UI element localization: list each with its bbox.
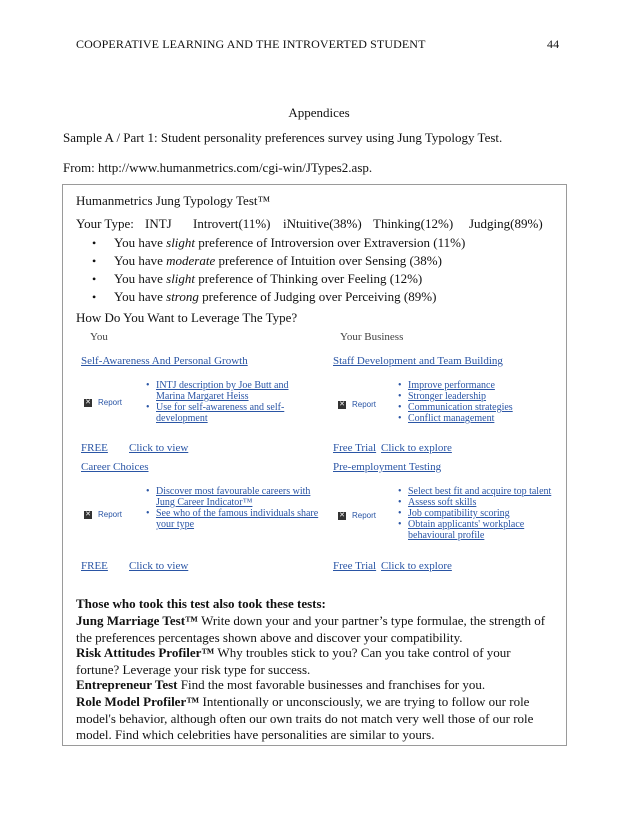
report-label: Report bbox=[352, 400, 377, 409]
self-awareness-links bbox=[146, 380, 306, 424]
test-jung-marriage: Jung Marriage Test™ Write down your and your partner’s type formulae, the strength of the preferences percentages shown above and discover your compatibility. bbox=[76, 613, 546, 645]
col-business-heading: Your Business bbox=[340, 331, 404, 343]
test-role-model: Role Model Profiler™ Intentionally or unconsciously, we are trying to follow our role model's behavior, although often our own traits do not match very well those of our role model. Find which celebrities have personalities are similar to yours. bbox=[76, 694, 534, 742]
career-links bbox=[146, 486, 331, 530]
list-item[interactable]: • INTJ description by Joe Butt and Marina Margaret Heiss bbox=[146, 380, 306, 402]
report-icon: ✕ bbox=[85, 510, 91, 518]
score-judging: Judging(89%) bbox=[469, 216, 543, 231]
list-item[interactable]: • Assess soft skills bbox=[398, 497, 563, 508]
list-item: • You have moderate preference of Intuition over Sensing (38%) bbox=[92, 253, 442, 268]
list-item[interactable]: • Obtain applicants' workplace behavioural profile bbox=[398, 519, 563, 541]
score-introvert: Introvert(11%) bbox=[193, 216, 271, 231]
click-to-view-link[interactable]: Click to view bbox=[129, 442, 189, 454]
sample-caption: Sample A / Part 1: Student personality preferences survey using Jung Typology Test. bbox=[63, 130, 503, 145]
report-badge[interactable] bbox=[338, 511, 376, 520]
pre-employment-link[interactable]: Pre-employment Testing bbox=[333, 461, 442, 473]
list-item[interactable]: • Use for self-awareness and self-development bbox=[146, 402, 306, 424]
report-badge[interactable] bbox=[84, 510, 122, 519]
report-icon: ✕ bbox=[339, 400, 345, 408]
list-item[interactable]: • Job compatibility scoring bbox=[398, 508, 563, 519]
click-to-explore-link[interactable]: Click to explore bbox=[381, 442, 452, 454]
list-item: • You have slight preference of Introversion over Extraversion (11%) bbox=[92, 235, 466, 250]
free-trial-label[interactable]: Free Trial bbox=[333, 442, 377, 454]
list-item[interactable]: • Conflict management bbox=[398, 413, 558, 424]
report-badge[interactable] bbox=[84, 398, 122, 407]
test-entrepreneur: Entrepreneur Test Find the most favorable businesses and franchises for you. bbox=[76, 677, 486, 692]
pre-employment-links bbox=[398, 486, 563, 541]
free-trial-label[interactable]: Free Trial bbox=[333, 560, 377, 572]
free-label[interactable]: FREE bbox=[81, 560, 108, 572]
source-line: From: http://www.humanmetrics.com/cgi-win/JTypes2.asp. bbox=[63, 160, 373, 175]
list-item[interactable]: • Communication strategies bbox=[398, 402, 558, 413]
test-risk-attitudes: Risk Attitudes Profiler™ Why troubles stick to you? Can you take control of your fortune? Leverage your risk type for success. bbox=[76, 645, 511, 677]
report-label: Report bbox=[98, 398, 123, 407]
your-type-row bbox=[76, 216, 556, 234]
test-title: Humanmetrics Jung Typology Test™ bbox=[76, 193, 271, 208]
list-item[interactable]: • Stronger leadership bbox=[398, 391, 558, 402]
list-item[interactable]: • See who of the famous individuals share your type bbox=[146, 508, 331, 530]
report-badge[interactable] bbox=[338, 400, 376, 409]
list-item: • You have slight preference of Thinking over Feeling (12%) bbox=[92, 271, 423, 286]
type-code: INTJ bbox=[145, 216, 172, 231]
leverage-question: How Do You Want to Leverage The Type? bbox=[76, 310, 298, 325]
staff-development-links bbox=[398, 380, 558, 424]
appendices-title: Appendices bbox=[288, 105, 350, 120]
score-thinking: Thinking(12%) bbox=[373, 216, 454, 231]
score-intuitive: iNtuitive(38%) bbox=[283, 216, 362, 231]
staff-development-link[interactable]: Staff Development and Team Building bbox=[333, 355, 503, 367]
free-label[interactable]: FREE bbox=[81, 442, 108, 454]
list-item[interactable]: • Select best fit and acquire top talent bbox=[398, 486, 563, 497]
report-icon: ✕ bbox=[85, 398, 91, 406]
report-label: Report bbox=[352, 511, 377, 520]
list-item: • You have strong preference of Judging over Perceiving (89%) bbox=[92, 289, 437, 304]
list-item[interactable]: • Improve performance bbox=[398, 380, 558, 391]
list-item[interactable]: • Discover most favourable careers with Jung Career Indicator™ bbox=[146, 486, 331, 508]
page-number: 44 bbox=[547, 37, 560, 51]
self-awareness-link[interactable]: Self-Awareness And Personal Growth bbox=[81, 355, 248, 367]
report-icon: ✕ bbox=[339, 511, 345, 519]
report-label: Report bbox=[98, 510, 123, 519]
running-head: COOPERATIVE LEARNING AND THE INTROVERTED STUDENT bbox=[76, 37, 426, 51]
career-choices-link[interactable]: Career Choices bbox=[81, 461, 149, 473]
your-type-label: Your Type: bbox=[76, 216, 134, 231]
click-to-explore-link[interactable]: Click to explore bbox=[381, 560, 452, 572]
preference-list bbox=[76, 234, 556, 306]
col-you-heading: You bbox=[90, 331, 108, 343]
also-took-heading: Those who took this test also took these tests: bbox=[76, 596, 326, 611]
click-to-view-link[interactable]: Click to view bbox=[129, 560, 189, 572]
